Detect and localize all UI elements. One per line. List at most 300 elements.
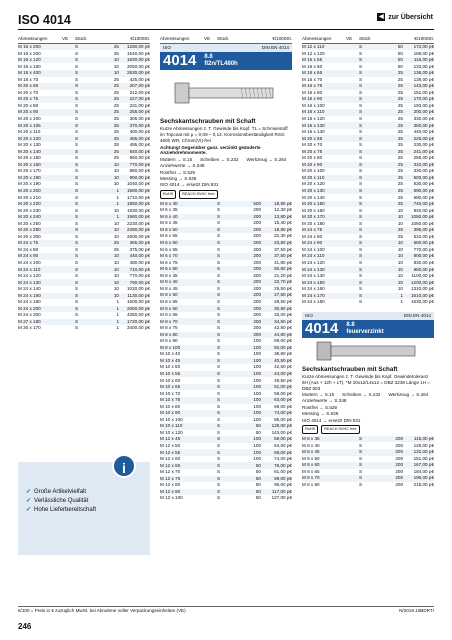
ve-cell: S [75, 161, 79, 167]
qty-cell: 25 [397, 70, 403, 76]
price-cell: 1610,00 p€ [411, 292, 434, 298]
size-cell: M 12 x 65 [160, 462, 181, 468]
price-cell: 1540,00 p€ [127, 50, 150, 56]
size-cell: M 24 x 80 [18, 246, 39, 252]
qty-cell: 200 [253, 207, 261, 213]
ve-cell: S [75, 129, 79, 135]
page-title: ISO 4014 [18, 13, 71, 27]
ve-cell: S [217, 370, 221, 376]
qty-cell: 10 [113, 266, 119, 272]
table-row [18, 319, 150, 326]
price-cell: 81,00 p€ [274, 469, 292, 475]
size-cell: M 20 x 80 [18, 102, 39, 108]
size-cell: M 20 x 180 [302, 220, 325, 226]
size-cell: M 24 x 130 [18, 279, 41, 285]
ve-cell: S [75, 174, 79, 180]
qty-cell: 25 [397, 102, 403, 108]
ve-cell: S [359, 188, 363, 193]
qty-cell: 200 [253, 253, 261, 259]
badges [160, 190, 292, 198]
ve-cell: S [217, 364, 221, 370]
ve-cell: S [217, 403, 221, 409]
ve-cell: S [75, 83, 79, 89]
table-row [302, 135, 434, 142]
ve-cell: S [359, 442, 363, 448]
qty-cell: 1 [116, 318, 119, 324]
ve-cell: S [75, 325, 79, 331]
table-row [160, 345, 292, 352]
price-cell: 440,00 p€ [413, 129, 434, 135]
size-cell: M 12 x 90 [160, 488, 181, 494]
size-cell: M 10 x 80 [160, 403, 181, 409]
price-cell: 740,00 p€ [413, 201, 434, 207]
price-cell: 480,00 p€ [129, 260, 150, 266]
product-grade: 8.8 [346, 321, 355, 328]
table-row [160, 423, 292, 430]
size-cell: M 24 x 110 [302, 253, 325, 259]
ve-cell: S [75, 260, 79, 266]
info-list [26, 488, 96, 515]
qty-cell: 100 [253, 442, 261, 448]
size-cell: M 16 x 120 [18, 57, 41, 63]
size-cell: M 10 x 60 [160, 377, 181, 383]
back-to-overview-link[interactable] [377, 13, 433, 21]
qty-cell: 25 [397, 161, 403, 167]
table-row [302, 96, 434, 103]
price-cell: 2050,00 p€ [127, 305, 150, 311]
qty-cell: 200 [395, 462, 403, 468]
qty-cell: 25 [397, 188, 403, 193]
ve-cell: S [359, 260, 363, 266]
qty-cell: 50 [255, 488, 261, 494]
price-cell: 34,50 p€ [274, 318, 292, 324]
ve-cell: S [217, 272, 221, 278]
ve-cell: S [359, 161, 363, 167]
ve-cell: S [359, 129, 363, 135]
ve-cell: S [359, 214, 363, 220]
table-row [160, 482, 292, 489]
price-cell: 22,70 p€ [274, 279, 292, 285]
ve-cell: S [75, 194, 79, 200]
price-cell: 195,00 p€ [413, 475, 434, 481]
qty-cell: 1 [116, 194, 119, 200]
qty-cell: 10 [397, 266, 403, 272]
size-cell: M 8 x 35 [302, 436, 320, 442]
size-cell: M 8 x 100 [160, 344, 181, 350]
ve-cell: S [217, 226, 221, 232]
qty-cell: 25 [397, 174, 403, 180]
size-cell: M 16 x 100 [302, 102, 325, 108]
ve-cell: S [75, 155, 79, 161]
table-row [160, 227, 292, 234]
size-cell: M 20 x 150 [18, 155, 41, 161]
price-cell: 23,80 p€ [274, 240, 292, 246]
size-cell: M 12 x 70 [160, 469, 181, 475]
qty-cell: 25 [113, 109, 119, 115]
price-cell: 226,00 p€ [413, 135, 434, 141]
size-cell: M 20 x 100 [18, 115, 41, 121]
ve-cell: S [75, 246, 79, 252]
table-row [160, 495, 292, 502]
table-row [302, 188, 434, 195]
price-cell: 560,00 p€ [413, 240, 434, 246]
table-row [302, 456, 434, 463]
ve-cell: S [75, 96, 79, 102]
ve-cell: S [217, 377, 221, 383]
price-cell: 151,00 p€ [413, 455, 434, 461]
size-cell: M 10 x 110 [160, 423, 183, 429]
ve-cell: S [217, 338, 221, 344]
size-cell: M 24 x 150 [18, 292, 41, 298]
product-refs [160, 157, 292, 169]
ve-cell: S [217, 390, 221, 396]
qty-cell: 10 [113, 286, 119, 292]
qty-cell: 10 [113, 63, 119, 69]
size-cell: M 16 x 65 [302, 70, 323, 76]
price-cell: 139,00 p€ [413, 76, 434, 82]
ve-cell: S [217, 285, 221, 291]
table-row [160, 266, 292, 273]
header-divider [18, 29, 434, 30]
ve-cell: S [75, 233, 79, 239]
price-cell: 69,00 p€ [274, 449, 292, 455]
price-cell: 241,00 p€ [413, 148, 434, 154]
size-cell: M 8 x 70 [160, 318, 178, 324]
size-cell: M 12 x 75 [160, 475, 181, 481]
table-row [160, 214, 292, 221]
badges [302, 425, 434, 433]
table-row [18, 77, 150, 84]
table-row [160, 469, 292, 476]
table-row [18, 286, 150, 293]
list-item: ✓ Hohe Lieferbereitschaft [26, 507, 97, 513]
ref-link[interactable]: Rostfrei → S.529 [302, 405, 337, 411]
ve-cell: S [359, 50, 363, 56]
price-cell: 425,00 p€ [129, 76, 150, 82]
price-cell: 1850,00 p€ [127, 201, 150, 207]
ve-cell: S [359, 142, 363, 148]
size-cell: M 8 x 70 [302, 475, 320, 481]
price-cell: 1580,00 p€ [127, 188, 150, 193]
replaced-note: ISO 4014 → ersetzt DIN 931 [302, 417, 361, 423]
size-cell: M 12 x 60 [160, 456, 181, 462]
price-cell: 1310,00 p€ [411, 286, 434, 292]
ref-link[interactable]: Werkzeug → S.264 [246, 157, 287, 163]
ve-cell: S [217, 488, 221, 494]
size-cell: M 24 x 120 [302, 260, 325, 266]
size-cell: M 6 x 50 [160, 226, 178, 232]
table-row [302, 77, 434, 84]
size-cell: M 6 x 40 [160, 213, 178, 219]
ve-cell: S [217, 397, 221, 403]
ref-link[interactable]: Scheiben → S.232 [200, 157, 239, 163]
price-cell: 13,80 p€ [274, 213, 292, 219]
qty-cell: 100 [253, 377, 261, 383]
table-row [302, 436, 434, 443]
size-cell: M 6 x 35 [160, 207, 178, 213]
product-note: Achtung! Gegenüber ganz. verzinkt geänderte Anziehdrehmomente. [160, 144, 261, 156]
size-cell: M 20 x 300 [18, 233, 41, 239]
page-footer [18, 606, 434, 613]
table-row [302, 299, 434, 306]
table-row [160, 318, 292, 325]
table-row [160, 489, 292, 496]
table-body [18, 44, 150, 332]
table-row [302, 227, 434, 234]
ref-link[interactable]: Muttern → S.15 [160, 157, 193, 163]
bolt-illustration [302, 338, 434, 364]
qty-cell: 10 [113, 181, 119, 187]
page-header [0, 0, 452, 30]
price-cell: 800,00 p€ [413, 253, 434, 259]
qty-cell: 100 [253, 449, 261, 455]
qty-cell: 200 [253, 312, 261, 318]
ref-link[interactable]: Messing → S.636 [160, 175, 197, 181]
table-row [18, 155, 150, 162]
table-row [302, 149, 434, 156]
ref-link[interactable]: Muttern → S.15 [302, 392, 335, 398]
size-cell: M 20 x 110 [302, 174, 325, 180]
qty-cell: 10 [397, 240, 403, 246]
price-cell: 89,00 p€ [274, 475, 292, 481]
price-cell: 215,00 p€ [413, 481, 434, 487]
ve-cell: S [75, 240, 79, 246]
qty-cell: 50 [255, 429, 261, 435]
size-cell: M 24 x 110 [18, 266, 41, 272]
price-cell: 92,00 p€ [274, 344, 292, 350]
price-cell: 227,00 p€ [129, 96, 150, 102]
qty-cell: 1 [116, 325, 119, 331]
size-cell: M 6 x 45 [160, 220, 178, 226]
ve-cell: S [359, 174, 363, 180]
ve-cell: S [359, 240, 363, 246]
price-cell: 15,40 p€ [274, 220, 292, 226]
size-cell: M 24 x 300 [18, 312, 41, 318]
ref-link[interactable]: Anziehwerte → S.348 [302, 398, 347, 404]
price-cell: 193,00 p€ [413, 102, 434, 108]
ve-cell: S [217, 469, 221, 475]
qty-cell: 25 [113, 89, 119, 95]
table-row [302, 162, 434, 169]
size-cell: M 12 x 120 [302, 50, 325, 56]
ve-cell: S [75, 292, 79, 298]
size-cell: M 8 x 55 [160, 298, 178, 304]
ve-cell: S [75, 253, 79, 259]
size-cell: M 20 x 190 [18, 181, 41, 187]
price-cell: 63,00 p€ [274, 397, 292, 403]
price-cell: 22,30 p€ [274, 233, 292, 239]
qty-cell: 200 [253, 292, 261, 298]
table-row [18, 116, 150, 123]
price-cell: 510,00 p€ [413, 233, 434, 239]
qty-cell: 25 [113, 122, 119, 128]
ve-cell: S [359, 83, 363, 89]
table-row [160, 456, 292, 463]
qty-cell: 100 [253, 357, 261, 363]
ve-cell: S [217, 495, 221, 501]
price-cell: 85,00 p€ [274, 416, 292, 422]
product-refs [302, 392, 434, 404]
qty-cell: 10 [397, 286, 403, 292]
table-row [302, 475, 434, 482]
qty-cell: 50 [397, 63, 403, 69]
size-cell: M 6 x 60 [160, 240, 178, 246]
price-cell: 530,00 p€ [413, 181, 434, 187]
ve-cell: S [217, 357, 221, 363]
product-finish: fl2n/TL480h [204, 61, 238, 67]
size-cell: M 10 x 65 [160, 384, 181, 390]
ref-link[interactable]: Werkzeug → S.264 [388, 392, 429, 398]
table-row [18, 181, 150, 188]
size-cell: M 20 x 65 [18, 83, 39, 89]
size-cell: M 8 x 45 [160, 285, 178, 291]
qty-cell: 1 [400, 292, 403, 298]
qty-cell: 10 [113, 161, 119, 167]
info-icon: i [112, 454, 136, 478]
ve-cell: S [217, 462, 221, 468]
price-cell: 18,90 p€ [274, 200, 292, 206]
ve-cell: S [217, 266, 221, 272]
ref-link[interactable]: Anziehwerte → S.348 [160, 162, 205, 168]
ve-cell: S [75, 220, 79, 226]
ve-cell: S [75, 50, 79, 56]
price-cell: 50,80 p€ [274, 266, 292, 272]
price-cell: 590,00 p€ [413, 188, 434, 193]
size-cell: M 20 x 170 [302, 214, 325, 220]
qty-cell: 1 [116, 305, 119, 311]
size-cell: M 16 x 60 [302, 63, 323, 69]
price-cell: 850,00 p€ [413, 266, 434, 272]
table-row [160, 292, 292, 299]
qty-cell: 25 [113, 102, 119, 108]
ve-cell: S [75, 305, 79, 311]
table-header: Abmessungen VE Stück €/1000St. [160, 36, 292, 44]
price-cell: 400,00 p€ [129, 129, 150, 135]
table-row [302, 122, 434, 129]
qty-cell: 25 [397, 122, 403, 128]
qty-cell: 200 [395, 468, 403, 474]
price-cell: 1720,00 p€ [127, 318, 150, 324]
table-row [18, 96, 150, 103]
footer-code: N/2019.10BDRTI [399, 608, 434, 613]
ve-cell: S [359, 115, 363, 121]
size-cell: M 12 x 50 [160, 442, 181, 448]
price-cell: 143,00 p€ [413, 83, 434, 89]
size-cell: M 16 x 130 [302, 122, 325, 128]
price-cell: 37,50 p€ [274, 246, 292, 252]
price-cell: 310,00 p€ [413, 161, 434, 167]
qty-cell: 10 [113, 273, 119, 279]
qty-cell: 25 [397, 194, 403, 200]
qty-cell: 25 [397, 168, 403, 174]
ve-cell: S [359, 96, 363, 102]
ve-cell: S [75, 122, 79, 128]
ve-cell: S [75, 43, 79, 49]
size-cell: M 12 x 55 [160, 449, 181, 455]
table-row [302, 253, 434, 260]
qty-cell: 200 [253, 331, 261, 337]
ve-cell: S [217, 429, 221, 435]
table-row [160, 358, 292, 365]
size-cell: M 16 x 400 [18, 70, 41, 76]
product-refs2 [160, 170, 292, 182]
qty-cell: 200 [253, 259, 261, 265]
ve-cell: S [75, 312, 79, 318]
price-cell: 115,00 p€ [413, 436, 434, 442]
price-cell: 1930,00 p€ [127, 207, 150, 213]
price-cell: 28,50 p€ [274, 298, 292, 304]
qty-cell: 100 [253, 338, 261, 344]
replaced-note: ISO 4014 → ersetzt DIN 931 [160, 182, 219, 188]
table-row [18, 221, 150, 228]
ve-cell: S [217, 292, 221, 298]
qty-cell: 25 [397, 227, 403, 233]
table-row [302, 207, 434, 214]
price-cell: 860,00 p€ [129, 168, 150, 174]
bolt-drawing-icon [171, 78, 281, 108]
ref-link[interactable]: Messing → S.636 [302, 410, 339, 416]
price-cell: 172,00 p€ [413, 43, 434, 49]
price-cell: 375,00 p€ [129, 246, 150, 252]
size-cell: M 24 x 80 [302, 233, 323, 239]
size-cell: M 20 x 160 [302, 207, 325, 213]
size-cell: M 24 x 120 [18, 273, 41, 279]
size-cell: M 20 x 130 [18, 142, 41, 148]
ve-cell: S [217, 436, 221, 442]
size-cell: M 20 x 70 [18, 89, 39, 95]
table-row [18, 90, 150, 97]
table-row [302, 469, 434, 476]
ve-cell: S [217, 240, 221, 246]
qty-cell: 100 [253, 410, 261, 416]
ref-link[interactable]: Scheiben → S.232 [342, 392, 381, 398]
price-cell: 76,00 p€ [274, 462, 292, 468]
qty-cell: 200 [253, 298, 261, 304]
table-row [302, 293, 434, 300]
qty-cell: 25 [113, 76, 119, 82]
qty-cell: 10 [113, 207, 119, 213]
ve-cell: S [75, 102, 79, 108]
table-row [160, 443, 292, 450]
table-row [160, 390, 292, 397]
qty-cell: 10 [397, 260, 403, 266]
qty-cell: 25 [397, 109, 403, 115]
price-table-col3 [302, 36, 434, 488]
qty-cell: 50 [255, 475, 261, 481]
size-cell: M 20 x 140 [302, 194, 325, 200]
table-row [302, 155, 434, 162]
qty-cell: 25 [113, 148, 119, 154]
size-cell: M 12 x 45 [160, 436, 181, 442]
ve-cell: S [217, 233, 221, 239]
price-cell: 143,00 p€ [271, 429, 292, 435]
table-row [160, 436, 292, 443]
ve-cell: S [75, 181, 79, 187]
qty-cell: 200 [395, 475, 403, 481]
qty-cell: 25 [113, 83, 119, 89]
table-row [302, 142, 434, 149]
size-cell: M 10 x 70 [160, 390, 181, 396]
ve-cell: S [217, 416, 221, 422]
qty-cell: 25 [397, 96, 403, 102]
qty-cell: 25 [113, 96, 119, 102]
ve-cell: S [359, 181, 363, 187]
table-row [302, 442, 434, 449]
price-cell: 1830,00 p€ [127, 57, 150, 63]
table-row [18, 57, 150, 64]
ref-link[interactable]: Rostfrei → S.529 [160, 169, 195, 175]
ve-cell: S [359, 122, 363, 128]
